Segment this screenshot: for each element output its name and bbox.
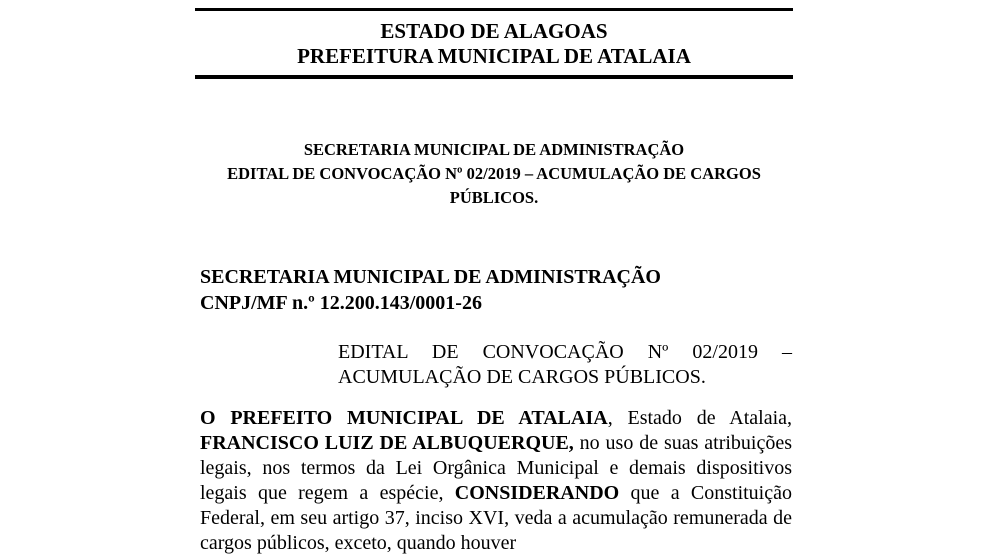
- body-prefeito: O PREFEITO MUNICIPAL DE ATALAIA: [200, 407, 608, 429]
- body-text-2: no uso de suas atribuições legais, nos termos da Lei Orgânica Municipal e demais dispositivos legais que regem a espécie,: [200, 432, 792, 504]
- subheader-secretariat: SECRETARIA MUNICIPAL DE ADMINISTRAÇÃO: [303, 140, 685, 159]
- body-prefeito-name: FRANCISCO LUIZ DE ALBUQUERQUE,: [200, 432, 574, 454]
- header-state: ESTADO DE ALAGOAS: [380, 19, 608, 43]
- body-paragraph: [200, 406, 792, 556]
- body-considerando: CONSIDERANDO: [454, 482, 620, 504]
- body-text-3: que a Constituição Federal, em seu artigo 37, inciso XVI, veda a acumulação remunerada de cargos públicos, exceto, quando houver: [200, 482, 792, 554]
- issuer-cnpj: CNPJ/MF n.º 12.200.143/0001-26: [200, 292, 482, 314]
- edital-title-line2: ACUMULAÇÃO DE CARGOS PÚBLICOS.: [338, 366, 706, 388]
- header-municipality: PREFEITURA MUNICIPAL DE ATALAIA: [297, 44, 691, 68]
- header-bottom-rule: [195, 75, 793, 79]
- header-top-rule: [195, 8, 793, 11]
- body-text-1: , Estado de Atalaia,: [607, 407, 792, 429]
- edital-title-line1: EDITAL DE CONVOCAÇÃO Nº 02/2019 –: [338, 341, 792, 363]
- subheader-edital-line2: PÚBLICOS.: [449, 188, 539, 207]
- issuer-secretariat: SECRETARIA MUNICIPAL DE ADMINISTRAÇÃO: [200, 266, 661, 288]
- subheader-edital-line1: EDITAL DE CONVOCAÇÃO Nº 02/2019 – ACUMULAÇÃO DE CARGOS: [227, 164, 761, 183]
